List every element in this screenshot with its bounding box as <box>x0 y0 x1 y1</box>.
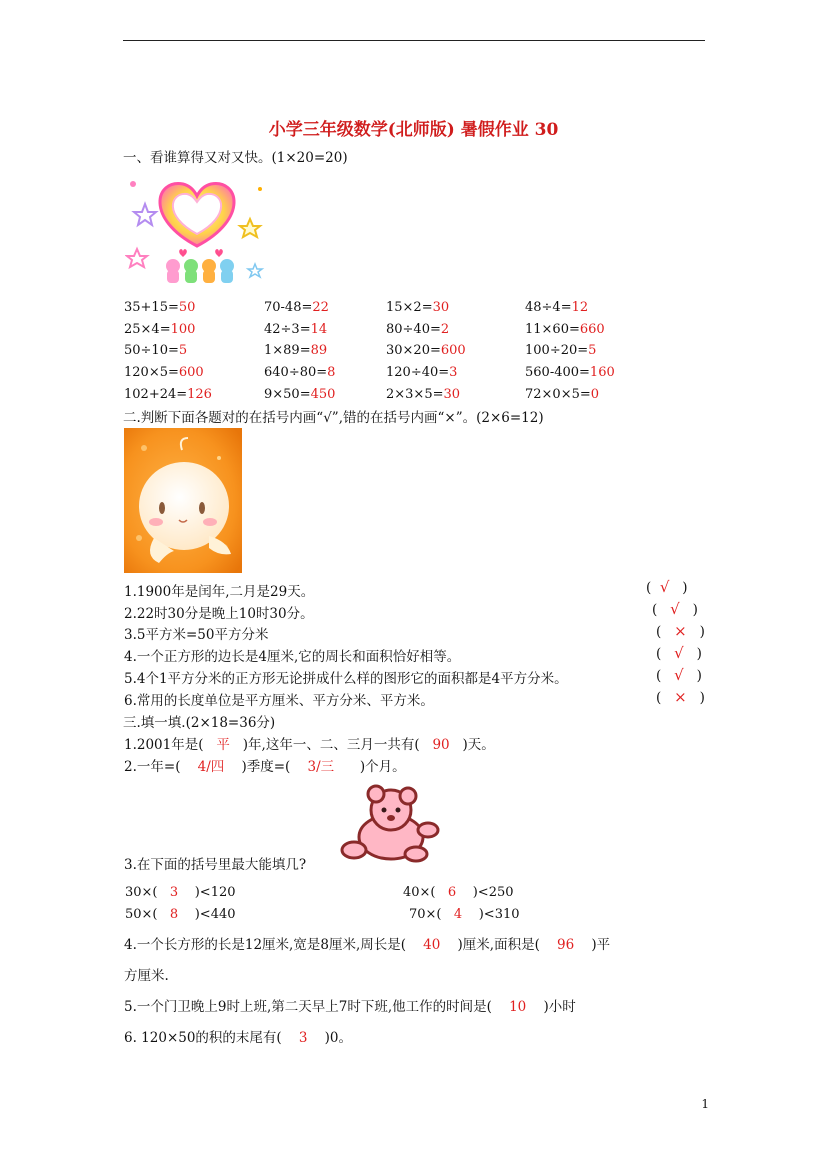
heart-teddy-illustration <box>125 174 270 289</box>
calc-item: 15×2=30 <box>386 300 450 315</box>
calc-item: 120÷40=3 <box>386 365 458 380</box>
fill-q1: 1.2001年是( 平 )年,这年一、二、三月一共有( 90 )天。 <box>124 737 495 753</box>
calc-item: 1×89=89 <box>264 343 328 358</box>
fill-q3-item: 30×( 3 )<120 <box>125 885 236 900</box>
section3-heading: 三.填一填.(2×18=36分) <box>123 715 276 731</box>
judge-item: 1.1900年是闰年,二月是29天。 <box>124 584 315 600</box>
calc-item: 30×20=600 <box>386 343 466 358</box>
fill-q6: 6. 120×50的积的末尾有( 3 )0。 <box>124 1030 352 1046</box>
calc-item: 2×3×5=30 <box>386 387 461 402</box>
page-number: 1 <box>701 1097 709 1111</box>
fill-q3: 3.在下面的括号里最大能填几? <box>124 857 307 873</box>
judge-item: 2.22时30分是晚上10时30分。 <box>124 606 314 622</box>
calc-item: 50÷10=5 <box>124 343 188 358</box>
calc-item: 72×0×5=0 <box>525 387 600 402</box>
judge-bracket: ( √ ) <box>652 600 698 618</box>
judge-bracket: ( √ ) <box>656 666 702 684</box>
calc-item: 80÷40=2 <box>386 322 450 337</box>
calc-item: 42÷3=14 <box>264 322 328 337</box>
calc-item: 102+24=126 <box>124 387 212 402</box>
calc-item: 48÷4=12 <box>525 300 589 315</box>
calc-item: 9×50=450 <box>264 387 336 402</box>
judge-bracket: ( √ ) <box>656 644 702 662</box>
fill-q4-cont: 方厘米. <box>124 968 169 984</box>
page-title: 小学三年级数学(北师版) 暑假作业 30 <box>268 120 559 140</box>
calc-item: 11×60=660 <box>525 322 605 337</box>
judge-item: 3.5平方米=50平方分米 <box>124 627 269 643</box>
calc-item: 640÷80=8 <box>264 365 336 380</box>
calc-item: 35+15=50 <box>124 300 196 315</box>
fill-q2: 2.一年=( 4/四 )季度=( 3/三 )个月。 <box>124 759 406 775</box>
calc-item: 560-400=160 <box>525 365 615 380</box>
section2-heading: 二.判断下面各题对的在括号内画“√”,错的在括号内画“×”。(2×6=12) <box>123 410 544 426</box>
judge-bracket: ( × ) <box>656 688 705 706</box>
judge-item: 6.常用的长度单位是平方厘米、平方分米、平方米。 <box>124 693 434 709</box>
fill-q3-item: 70×( 4 )<310 <box>409 907 520 922</box>
fill-q4: 4.一个长方形的长是12厘米,宽是8厘米,周长是( 40 )厘米,面积是( 96 )平 <box>124 937 611 953</box>
judge-item: 4.一个正方形的边长是4厘米,它的周长和面积恰好相等。 <box>124 649 461 665</box>
calc-item: 120×5=600 <box>124 365 204 380</box>
calc-item: 70-48=22 <box>264 300 329 315</box>
fill-q3-item: 40×( 6 )<250 <box>403 885 514 900</box>
calc-item: 100÷20=5 <box>525 343 597 358</box>
pink-bear-illustration <box>336 782 446 867</box>
judge-bracket: ( √ ) <box>646 578 688 596</box>
calc-item: 25×4=100 <box>124 322 196 337</box>
judge-bracket: ( × ) <box>656 622 705 640</box>
fill-q3-item: 50×( 8 )<440 <box>125 907 236 922</box>
section1-heading: 一、看谁算得又对又快。(1×20=20) <box>123 150 348 166</box>
fill-q5: 5.一个门卫晚上9时上班,第二天早上7时下班,他工作的时间是( 10 )小时 <box>124 999 576 1015</box>
judge-item: 5.4个1平方分米的正方形无论拼成什么样的图形它的面积都是4平方分米。 <box>124 671 568 687</box>
header-rule <box>123 40 705 41</box>
cartoon-ghost-illustration <box>124 428 242 573</box>
